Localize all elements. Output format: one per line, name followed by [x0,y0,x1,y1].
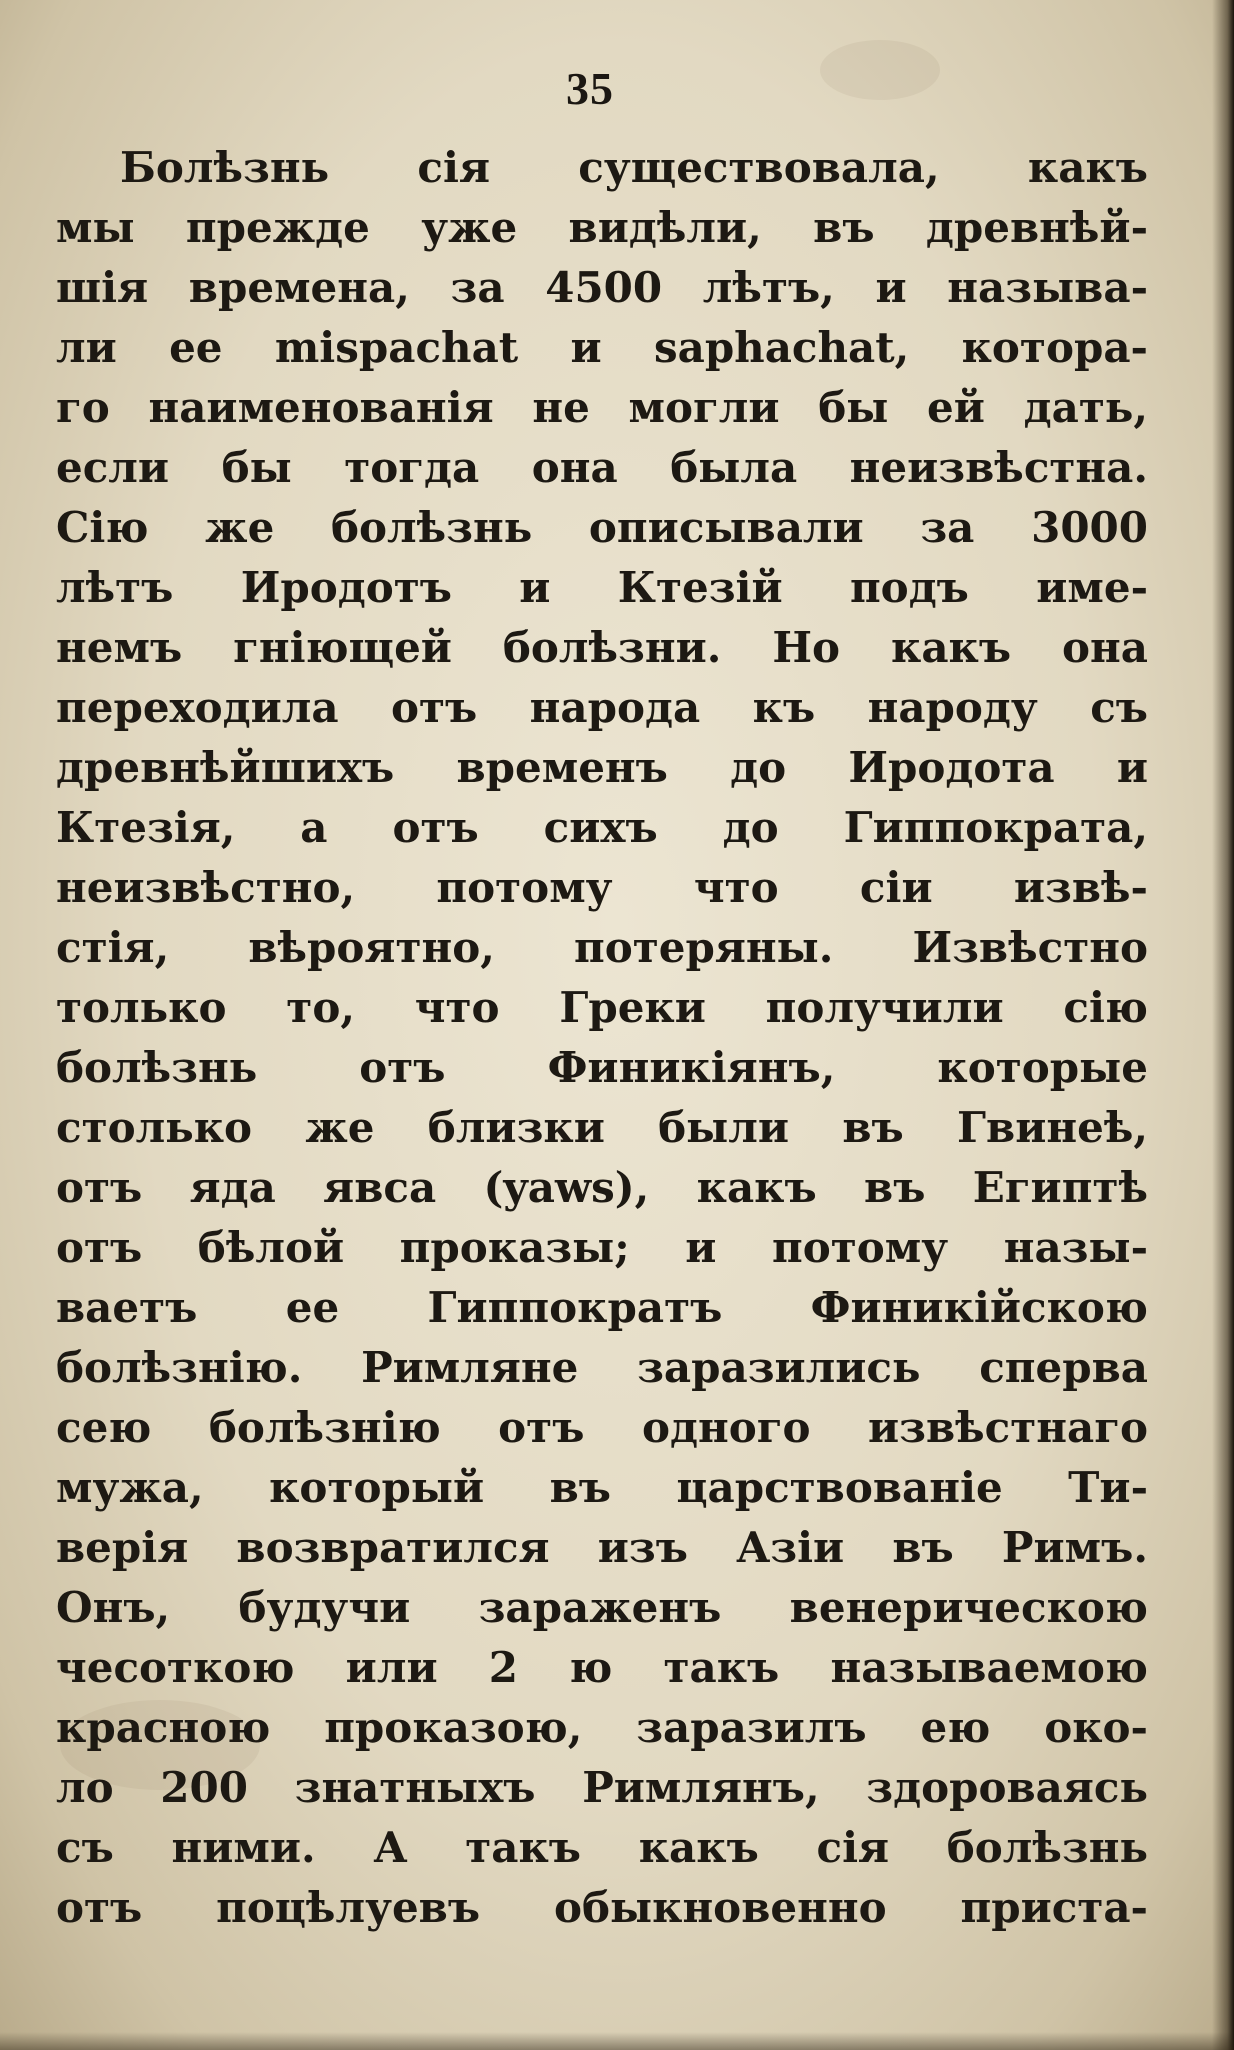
text-line: шія времена, за 4500 лѣтъ, и называ- [56,263,1148,312]
page-edge-shadow [1212,0,1234,2050]
text-line: неизвѣстно, потому что сіи извѣ- [56,863,1148,912]
text-line: ло 200 знатныхъ Римлянъ, здороваясь [56,1763,1148,1812]
text-line: болѣзнію. Римляне заразились сперва [56,1343,1148,1392]
text-line: отъ яда явса (yaws), какъ въ Египтѣ [56,1163,1148,1212]
text-line: съ ними. А такъ какъ сія болѣзнь [56,1823,1148,1872]
text-line: древнѣйшихъ временъ до Иродота и [56,743,1148,792]
text-line: мужа, который въ царствованіе Ти- [56,1463,1148,1512]
text-line: болѣзнь отъ Финикіянъ, которые [56,1043,1148,1092]
text-line: верія возвратился изъ Азіи въ Римъ. [56,1523,1148,1572]
text-line: Сію же болѣзнь описывали за 3000 [56,503,1148,552]
text-line: Онъ, будучи зараженъ венерическою [56,1583,1148,1632]
text-line: сею болѣзнію отъ одного извѣстнаго [56,1403,1148,1452]
text-line: Ктезія, а отъ сихъ до Гиппократа, [56,803,1148,852]
text-line: ли ее mispachat и saphachat, котора- [56,323,1148,372]
page-bottom-shadow [0,2032,1234,2050]
text-line: только то, что Греки получили сію [56,983,1148,1032]
text-line: столько же близки были въ Гвинеѣ, [56,1103,1148,1152]
text-line: Болѣзнь сія существовала, какъ [120,143,1148,192]
text-line: лѣтъ Иродотъ и Ктезій подъ име- [56,563,1148,612]
text-line: если бы тогда она была неизвѣстна. [56,443,1148,492]
text-line: красною проказою, заразилъ ею око- [56,1703,1148,1752]
text-line: немъ гніющей болѣзни. Но какъ она [56,623,1148,672]
text-line: стія, вѣроятно, потеряны. Извѣстно [56,923,1148,972]
text-line: переходила отъ народа къ народу съ [56,683,1148,732]
text-line: мы прежде уже видѣли, въ древнѣй- [56,203,1148,252]
text-line: ваетъ ее Гиппократъ Финикійскою [56,1283,1148,1332]
text-line: чесоткою или 2 ю такъ называемою [56,1643,1148,1692]
text-line: отъ поцѣлуевъ обыкновенно приста- [56,1883,1148,1932]
body-text [56,138,1148,1938]
text-line: отъ бѣлой проказы; и потому назы- [56,1223,1148,1272]
page-number: 35 [566,63,614,114]
text-line: го наименованія не могли бы ей дать, [56,383,1148,432]
